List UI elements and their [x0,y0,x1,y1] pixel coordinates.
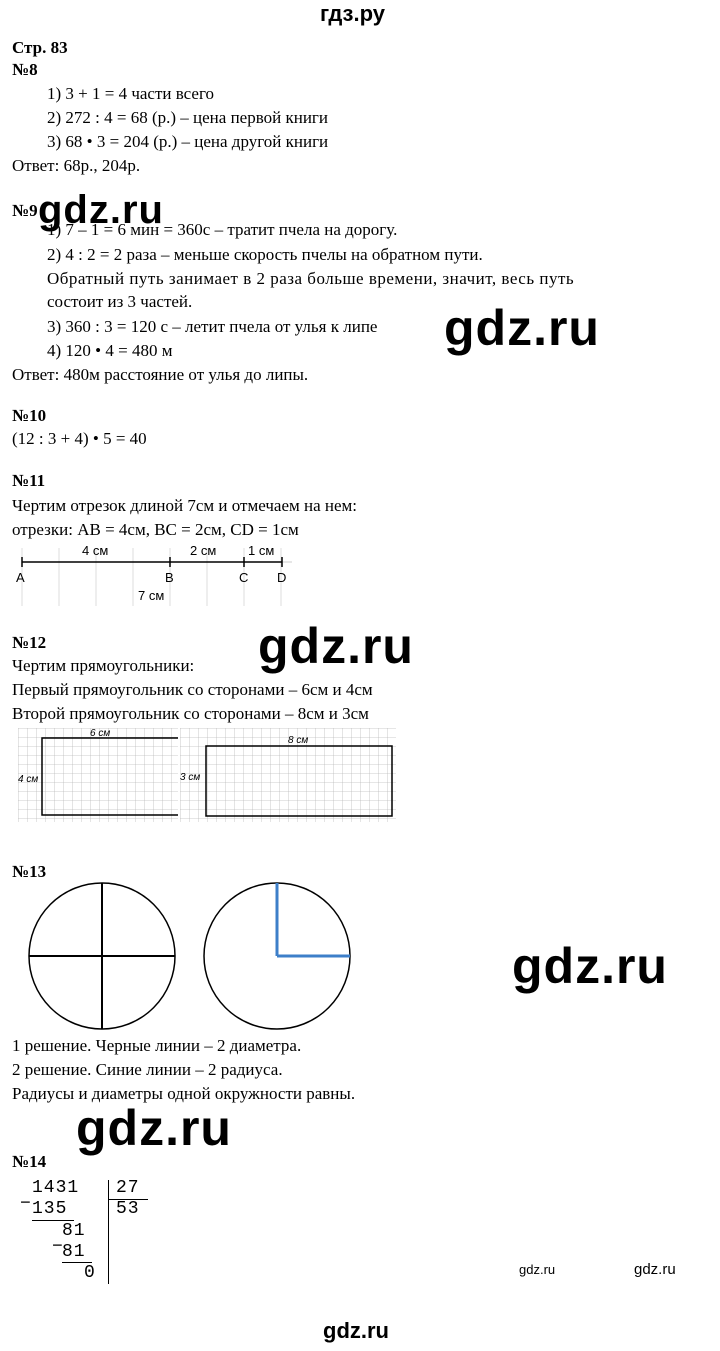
point-a: A [16,570,25,585]
rectangle-2-diagram [180,728,396,822]
task12-line-2: Первый прямоугольник со сторонами – 6см и 4см [12,680,373,699]
task8-line-3: 3) 68 • 3 = 204 (р.) – цена другой книги [47,132,329,151]
task13-line-1: 1 решение. Черные линии – 2 диаметра. [12,1036,302,1055]
rect1-height-label: 4 см [18,774,39,785]
minus-sign-2: − [52,1237,64,1257]
label-cd: 1 см [248,543,275,558]
division-step-2: 81 [62,1242,86,1262]
page-label: Стр. 83 [12,38,68,57]
task8-line-1: 1) 3 + 1 = 4 части всего [47,84,215,103]
point-d: D [277,570,287,585]
point-c: C [239,570,249,585]
division-bar-vertical [108,1180,109,1284]
task9-line-3: Обратный путь занимает в 2 раза больше времени, значит, весь путь [47,269,575,288]
watermark-3: gdz.ru [258,618,414,674]
label-bc: 2 см [190,543,217,558]
task8-answer: Ответ: 68р., 204р. [12,156,141,175]
task8-line-2: 2) 272 : 4 = 68 (р.) – цена первой книги [47,108,329,127]
task9-line-1: 1) 7 – 1 = 6 мин = 360с – тратит пчела на дорогу. [47,220,398,239]
watermark-small-1: gdz.ru [519,1262,556,1277]
segment-diagram [10,540,300,610]
rect2-width-label: 8 см [288,735,309,746]
division-step-1: 135 [32,1199,68,1219]
task9-line-5: 3) 360 : 3 = 120 с – летит пчела от улья к липе [47,317,378,336]
task11-number: №11 [12,471,46,490]
task9-number: №9 [12,201,38,220]
watermark-2: gdz.ru [444,300,600,356]
task13-line-3: Радиусы и диаметры одной окружности равны. [12,1084,356,1103]
task9-answer: Ответ: 480м расстояние от улья до липы. [12,365,309,384]
watermark-small-2: gdz.ru [634,1261,676,1278]
rectangle-1-diagram [18,728,178,822]
minus-sign-1: − [20,1194,32,1214]
footer-watermark: gdz.ru [323,1318,389,1343]
division-divisor: 27 [116,1178,140,1198]
division-quotient: 53 [116,1199,140,1219]
task13-number: №13 [12,862,47,881]
task12-line-1: Чертим прямоугольники: [12,656,195,675]
division-remainder-1: 81 [62,1221,86,1241]
division-dividend: 1431 [32,1178,80,1198]
task10-line: (12 : 3 + 4) • 5 = 40 [12,429,147,448]
task8-number: №8 [12,60,38,79]
point-b: B [165,570,174,585]
rect1-width-label: 6 см [90,728,111,739]
task9-line-2: 2) 4 : 2 = 2 раза – меньше скорость пчелы на обратном пути. [47,245,483,264]
task12-number: №12 [12,633,47,652]
watermark-1: gdz.ru [38,188,164,232]
label-total: 7 см [138,588,165,603]
site-header: гдз.ру [320,1,385,26]
watermark-5: gdz.ru [76,1100,232,1156]
circles-diagram [20,880,360,1030]
rect2-height-label: 3 см [180,772,201,783]
task11-line-1: Чертим отрезок длиной 7см и отмечаем на нем: [12,496,358,515]
task9-line-6: 4) 120 • 4 = 480 м [47,341,173,360]
task12-line-3: Второй прямоугольник со сторонами – 8см и 3см [12,704,369,723]
label-ab: 4 см [82,543,109,558]
long-division [12,1176,162,1294]
task11-line-2: отрезки: AB = 4см, BC = 2см, CD = 1см [12,520,299,539]
division-remainder-2: 0 [84,1263,96,1283]
watermark-4: gdz.ru [512,938,668,994]
task14-number: №14 [12,1152,47,1171]
task10-number: №10 [12,406,47,425]
task13-line-2: 2 решение. Синие линии – 2 радиуса. [12,1060,283,1079]
task9-line-4: состоит из 3 частей. [47,292,193,311]
